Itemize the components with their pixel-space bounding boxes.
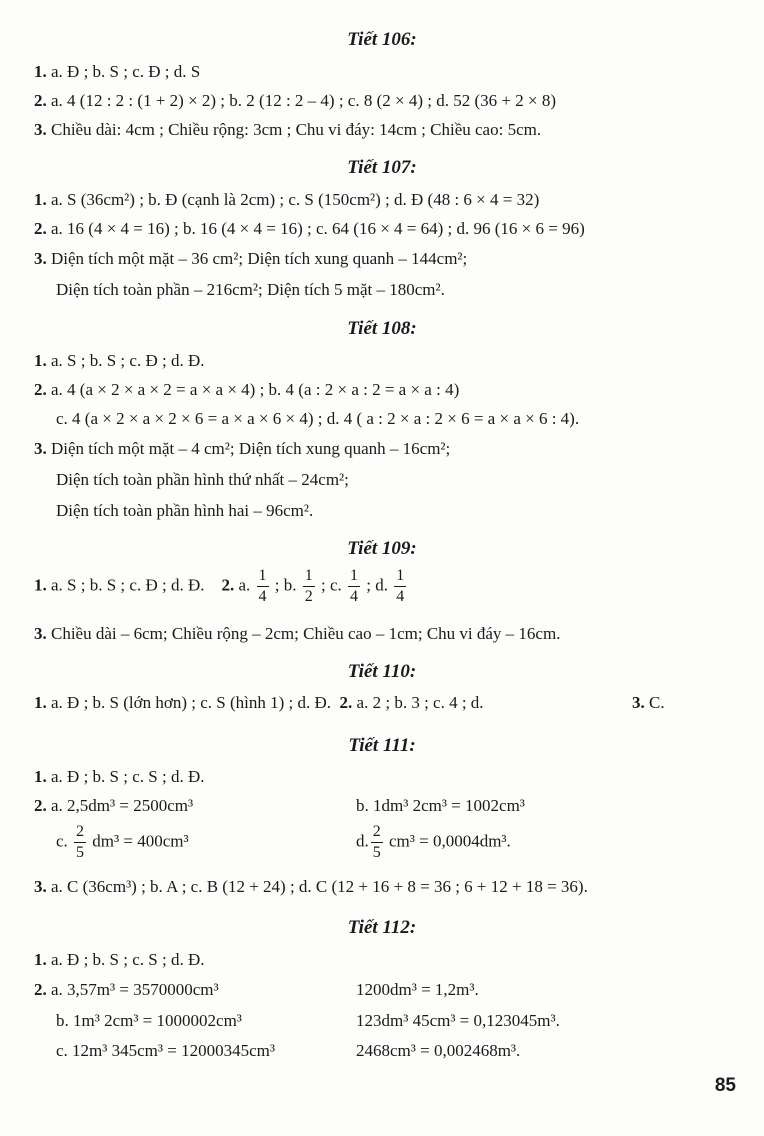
answer-line: 2468cm³ = 0,002468m³. — [356, 1041, 521, 1060]
page-number: 85 — [714, 1075, 736, 1096]
answer-line: 1. a. Đ ; b. S ; c. S ; d. Đ. — [34, 950, 205, 969]
answer-line: 1200dm³ = 1,2m³. — [356, 980, 479, 999]
answer-line: 3. Diện tích một mặt – 36 cm²; Diện tích xung quanh – 144cm²; — [34, 249, 468, 268]
answer-line-fractions: 1. a. S ; b. S ; c. Đ ; d. Đ. 2. a. $\frac{1}{4}$ ; b. $\frac{1}{2}$ ; c. $\frac{1}{4}$ ; d. $\frac{1}{4}$ — [34, 567, 405, 605]
section-title-109: Tiết 109: — [347, 538, 417, 559]
fraction: $\frac{2}{5}$ — [372, 823, 381, 861]
answer-line: 3. a. C (36cm³) ; b. A ; c. B (12 + 24) ; d. C (12 + 16 + 8 = 36 ; 6 + 12 + 18 = 36). — [34, 877, 588, 896]
answer-line-fraction: d. $\frac{2}{5}$ cm³ = 0,0004dm³. — [356, 823, 511, 861]
answer-line: c. 4 (a × 2 × a × 2 × 6 = a × a × 6 × 4) ; d. 4 ( a : 2 × a : 2 × 6 = a × a × 6 : 4). — [56, 409, 580, 428]
section-title-108: Tiết 108: — [347, 318, 417, 339]
answer-line: 1. a. S (36cm²) ; b. Đ (cạnh là 2cm) ; c. S (150cm²) ; d. Đ (48 : 6 × 4 = 32) — [34, 190, 540, 209]
answer-line: 3. Chiều dài – 6cm; Chiều rộng – 2cm; Chiều cao – 1cm; Chu vi đáy – 16cm. — [34, 624, 561, 643]
answer-line: Diện tích toàn phần – 216cm²; Diện tích 5 mặt – 180cm². — [56, 280, 445, 299]
answer-line: 1. a. S ; b. S ; c. Đ ; d. Đ. — [34, 351, 205, 370]
fraction: $\frac{1}{2}$ — [304, 567, 313, 605]
section-title-107: Tiết 107: — [347, 157, 417, 178]
fraction: $\frac{2}{5}$ — [76, 823, 85, 861]
answer-line: 2. a. 16 (4 × 4 = 16) ; b. 16 (4 × 4 = 16) ; c. 64 (16 × 4 = 64) ; d. 96 (16 × 6 = 96) — [34, 219, 585, 238]
answer-line: 3. C. — [632, 693, 665, 712]
answer-line: 3. Diện tích một mặt – 4 cm²; Diện tích xung quanh – 16cm²; — [34, 439, 451, 458]
answer-line: 2. a. 3,57m³ = 3570000cm³ — [34, 980, 219, 999]
fraction: $\frac{1}{4}$ — [350, 567, 359, 605]
section-title-106: Tiết 106: — [347, 29, 417, 50]
answer-line: 1. a. Đ ; b. S ; c. Đ ; d. S — [34, 62, 201, 81]
answer-line: 1. a. Đ ; b. S (lớn hơn) ; c. S (hình 1) ; d. Đ. 2. a. 2 ; b. 3 ; c. 4 ; d. — [34, 693, 484, 712]
answer-line: b. 1dm³ 2cm³ = 1002cm³ — [356, 796, 525, 815]
fraction: $\frac{1}{4}$ — [258, 567, 267, 605]
answer-line: 2. a. 2,5dm³ = 2500cm³ — [34, 796, 194, 815]
answer-line-fraction: c. $\frac{2}{5}$ dm³ = 400cm³ — [56, 823, 189, 861]
section-title-112: Tiết 112: — [347, 917, 417, 938]
answer-line: 123dm³ 45cm³ = 0,123045m³. — [356, 1011, 560, 1030]
answer-line: Diện tích toàn phần hình hai – 96cm². — [56, 501, 314, 520]
answer-line: c. 12m³ 345cm³ = 12000345cm³ — [56, 1041, 275, 1060]
answer-line: 2. a. 4 (a × 2 × a × 2 = a × a × 4) ; b. 4 (a : 2 × a : 2 = a × a : 4) — [34, 380, 460, 399]
answer-line: Diện tích toàn phần hình thứ nhất – 24cm²; — [56, 470, 349, 489]
answer-line: 2. a. 4 (12 : 2 : (1 + 2) × 2) ; b. 2 (12 : 2 – 4) ; c. 8 (2 × 4) ; d. 52 (36 + 2 × 8) — [34, 91, 556, 110]
section-title-111: Tiết 111: — [348, 735, 416, 756]
answer-line: 3. Chiều dài: 4cm ; Chiều rộng: 3cm ; Chu vi đáy: 14cm ; Chiều cao: 5cm. — [34, 120, 542, 139]
answer-line: b. 1m³ 2cm³ = 1000002cm³ — [56, 1011, 242, 1030]
section-title-110: Tiết 110: — [347, 661, 417, 682]
fraction: $\frac{1}{4}$ — [396, 567, 405, 605]
answer-line: 1. a. Đ ; b. S ; c. S ; d. Đ. — [34, 767, 205, 786]
